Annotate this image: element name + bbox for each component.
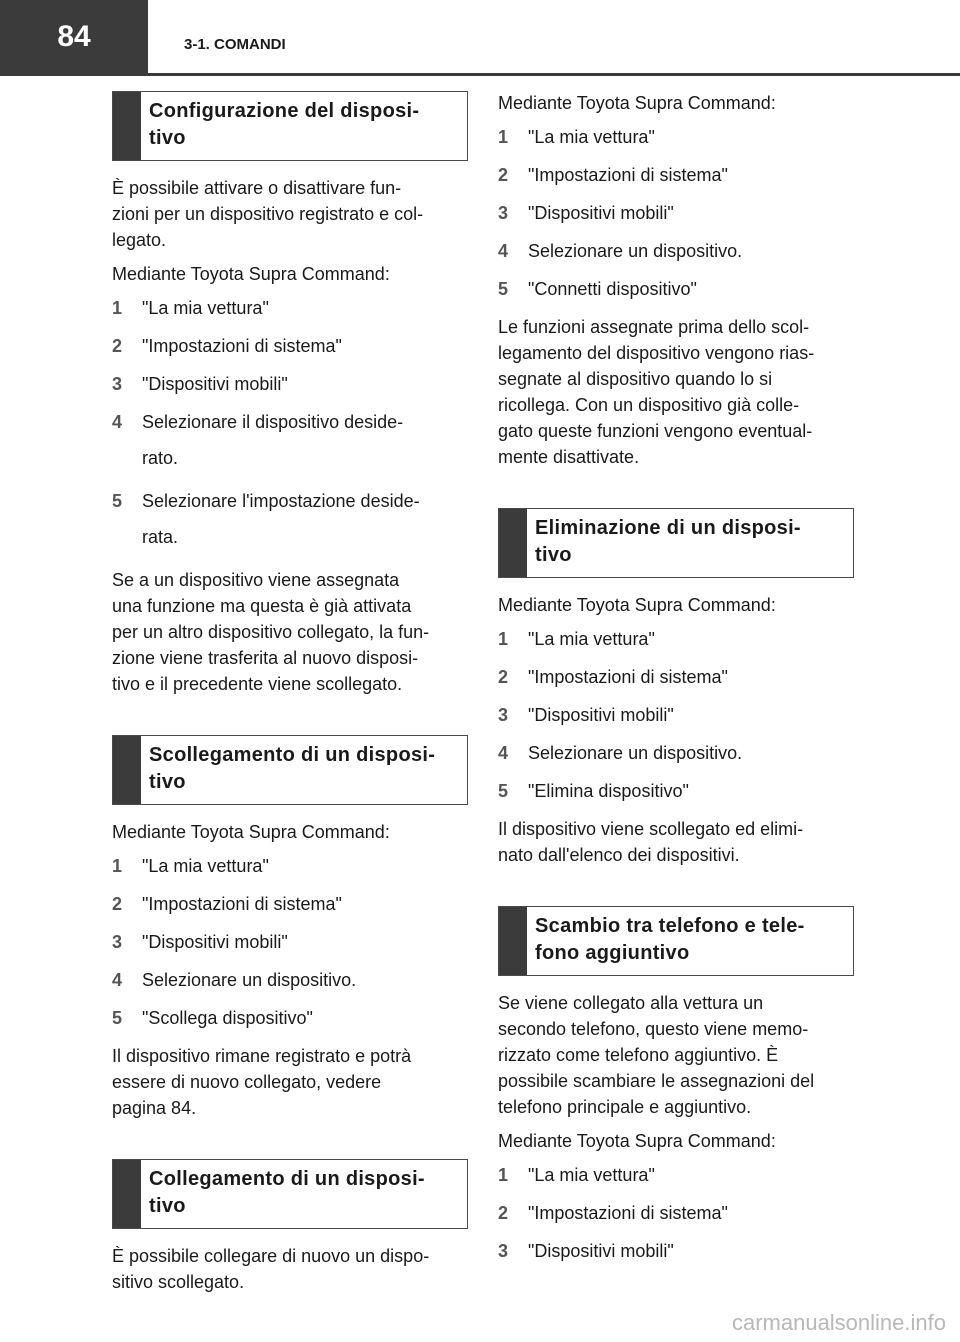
step-text: Selezionare il dispositivo deside- rato. [142,412,404,468]
section-heading [112,735,468,805]
paragraph: Se a un dispositivo viene assegnata una funzione ma questa è già attivata per un altro dispositivo collegato, la fun- zione viene trasferita al nuovo disposi- tivo e il precedente viene scollegato. [112,570,430,694]
watermark: carmanualsonline.info [731,1310,946,1335]
step-text: "La mia vettura" [528,1165,655,1185]
list-item [498,162,858,188]
step-number: 3 [498,203,509,223]
step-text: "Elimina dispositivo" [528,781,689,801]
heading-text: Scambio tra telefono e tele- fono aggiuntivo [535,915,805,964]
step-text: "Dispositivi mobili" [528,203,674,223]
step-text: "Impostazioni di sistema" [528,667,728,687]
section-heading [112,1159,468,1229]
list-item [112,929,472,955]
list-item [112,333,472,359]
page-number: 84 [0,0,148,74]
step-number: 3 [498,1241,509,1261]
step-number: 1 [112,298,123,318]
step-text: "La mia vettura" [142,298,269,318]
paragraph: Il dispositivo rimane registrato e potrà essere di nuovo collegato, vedere pagina 84. [112,1046,412,1118]
right-column [498,90,858,1276]
heading-bar [113,1160,141,1228]
heading-text: Configurazione del disposi- tivo [149,100,420,149]
list-item [498,1162,858,1188]
step-text: Selezionare un dispositivo. [528,743,743,763]
heading-bar [113,736,141,804]
paragraph: Il dispositivo viene scollegato ed elimi- nato dall'elenco dei dispositivi. [498,819,804,865]
paragraph: Mediante Toyota Supra Command: [498,595,776,615]
step-number: 4 [112,412,123,432]
step-text: Selezionare l'impostazione deside- rata. [142,491,420,547]
step-number: 5 [112,1008,123,1028]
list-item [498,238,858,264]
step-number: 2 [498,165,509,185]
list-item [498,1238,858,1264]
step-text: "La mia vettura" [528,629,655,649]
list-item [112,409,472,476]
paragraph: Mediante Toyota Supra Command: [112,264,390,284]
heading-text: Collegamento di un disposi- tivo [149,1168,425,1217]
paragraph: Le funzioni assegnate prima dello scol- legamento del dispositivo vengono rias- segnate al dispositivo quando lo si ricollega. Con un dispositivo già colle- gato queste funzioni vengono eventual- mente disattivate. [498,317,815,467]
step-number: 1 [498,629,509,649]
page-header [0,0,960,76]
heading-bar [113,92,141,160]
step-number: 2 [112,894,123,914]
list-item [498,626,858,652]
heading-text: Scollegamento di un disposi- tivo [149,744,436,793]
section-heading [498,508,854,578]
list-item [112,1005,472,1031]
step-text: "Dispositivi mobili" [142,374,288,394]
step-number: 5 [498,279,509,299]
header-rule [0,73,960,76]
section-heading [498,906,854,976]
list-item [498,740,858,766]
paragraph: È possibile attivare o disattivare fun- zioni per un dispositivo registrato e col- legato. [112,178,424,250]
step-number: 4 [112,970,123,990]
list-item [112,891,472,917]
step-text: "La mia vettura" [142,856,269,876]
step-number: 3 [112,932,123,952]
step-text: "Impostazioni di sistema" [528,1203,728,1223]
step-number: 1 [112,856,123,876]
step-number: 4 [498,743,509,763]
step-text: "Dispositivi mobili" [528,1241,674,1261]
list-item [498,1200,858,1226]
heading-bar [499,907,527,975]
step-number: 2 [498,1203,509,1223]
list-item [498,702,858,728]
step-number: 2 [498,667,509,687]
list-item [112,967,472,993]
step-number: 5 [498,781,509,801]
heading-bar [499,509,527,577]
paragraph: È possibile collegare di nuovo un dispo- sitivo scollegato. [112,1246,430,1292]
step-number: 1 [498,1165,509,1185]
list-item [498,124,858,150]
step-number: 1 [498,127,509,147]
list-item [498,664,858,690]
step-text: "Scollega dispositivo" [142,1008,313,1028]
step-number: 2 [112,336,123,356]
heading-text: Eliminazione di un disposi- tivo [535,517,801,566]
step-number: 3 [112,374,123,394]
step-text: "Dispositivi mobili" [142,932,288,952]
list-item [498,778,858,804]
step-text: Selezionare un dispositivo. [142,970,357,990]
list-item [112,853,472,879]
paragraph: Mediante Toyota Supra Command: [498,93,776,113]
step-text: "Dispositivi mobili" [528,705,674,725]
step-number: 4 [498,241,509,261]
step-number: 5 [112,491,123,511]
step-text: "Impostazioni di sistema" [142,894,342,914]
list-item [112,488,472,555]
step-text: "Impostazioni di sistema" [528,165,728,185]
step-text: Selezionare un dispositivo. [528,241,743,261]
list-item [498,200,858,226]
step-text: "Impostazioni di sistema" [142,336,342,356]
list-item [112,295,472,321]
paragraph: Se viene collegato alla vettura un secondo telefono, questo viene memo- rizzato come telefono aggiuntivo. È possibile scambiare le assegnazioni del telefono principale e aggiuntivo. [498,993,815,1117]
paragraph: Mediante Toyota Supra Command: [112,822,390,842]
section-heading [112,91,468,161]
section-label: 3-1. COMANDI [184,36,286,53]
step-text: "Connetti dispositivo" [528,279,697,299]
list-item [498,276,858,302]
paragraph: Mediante Toyota Supra Command: [498,1131,776,1151]
step-number: 3 [498,705,509,725]
left-column [112,91,472,1303]
list-item [112,371,472,397]
step-text: "La mia vettura" [528,127,655,147]
